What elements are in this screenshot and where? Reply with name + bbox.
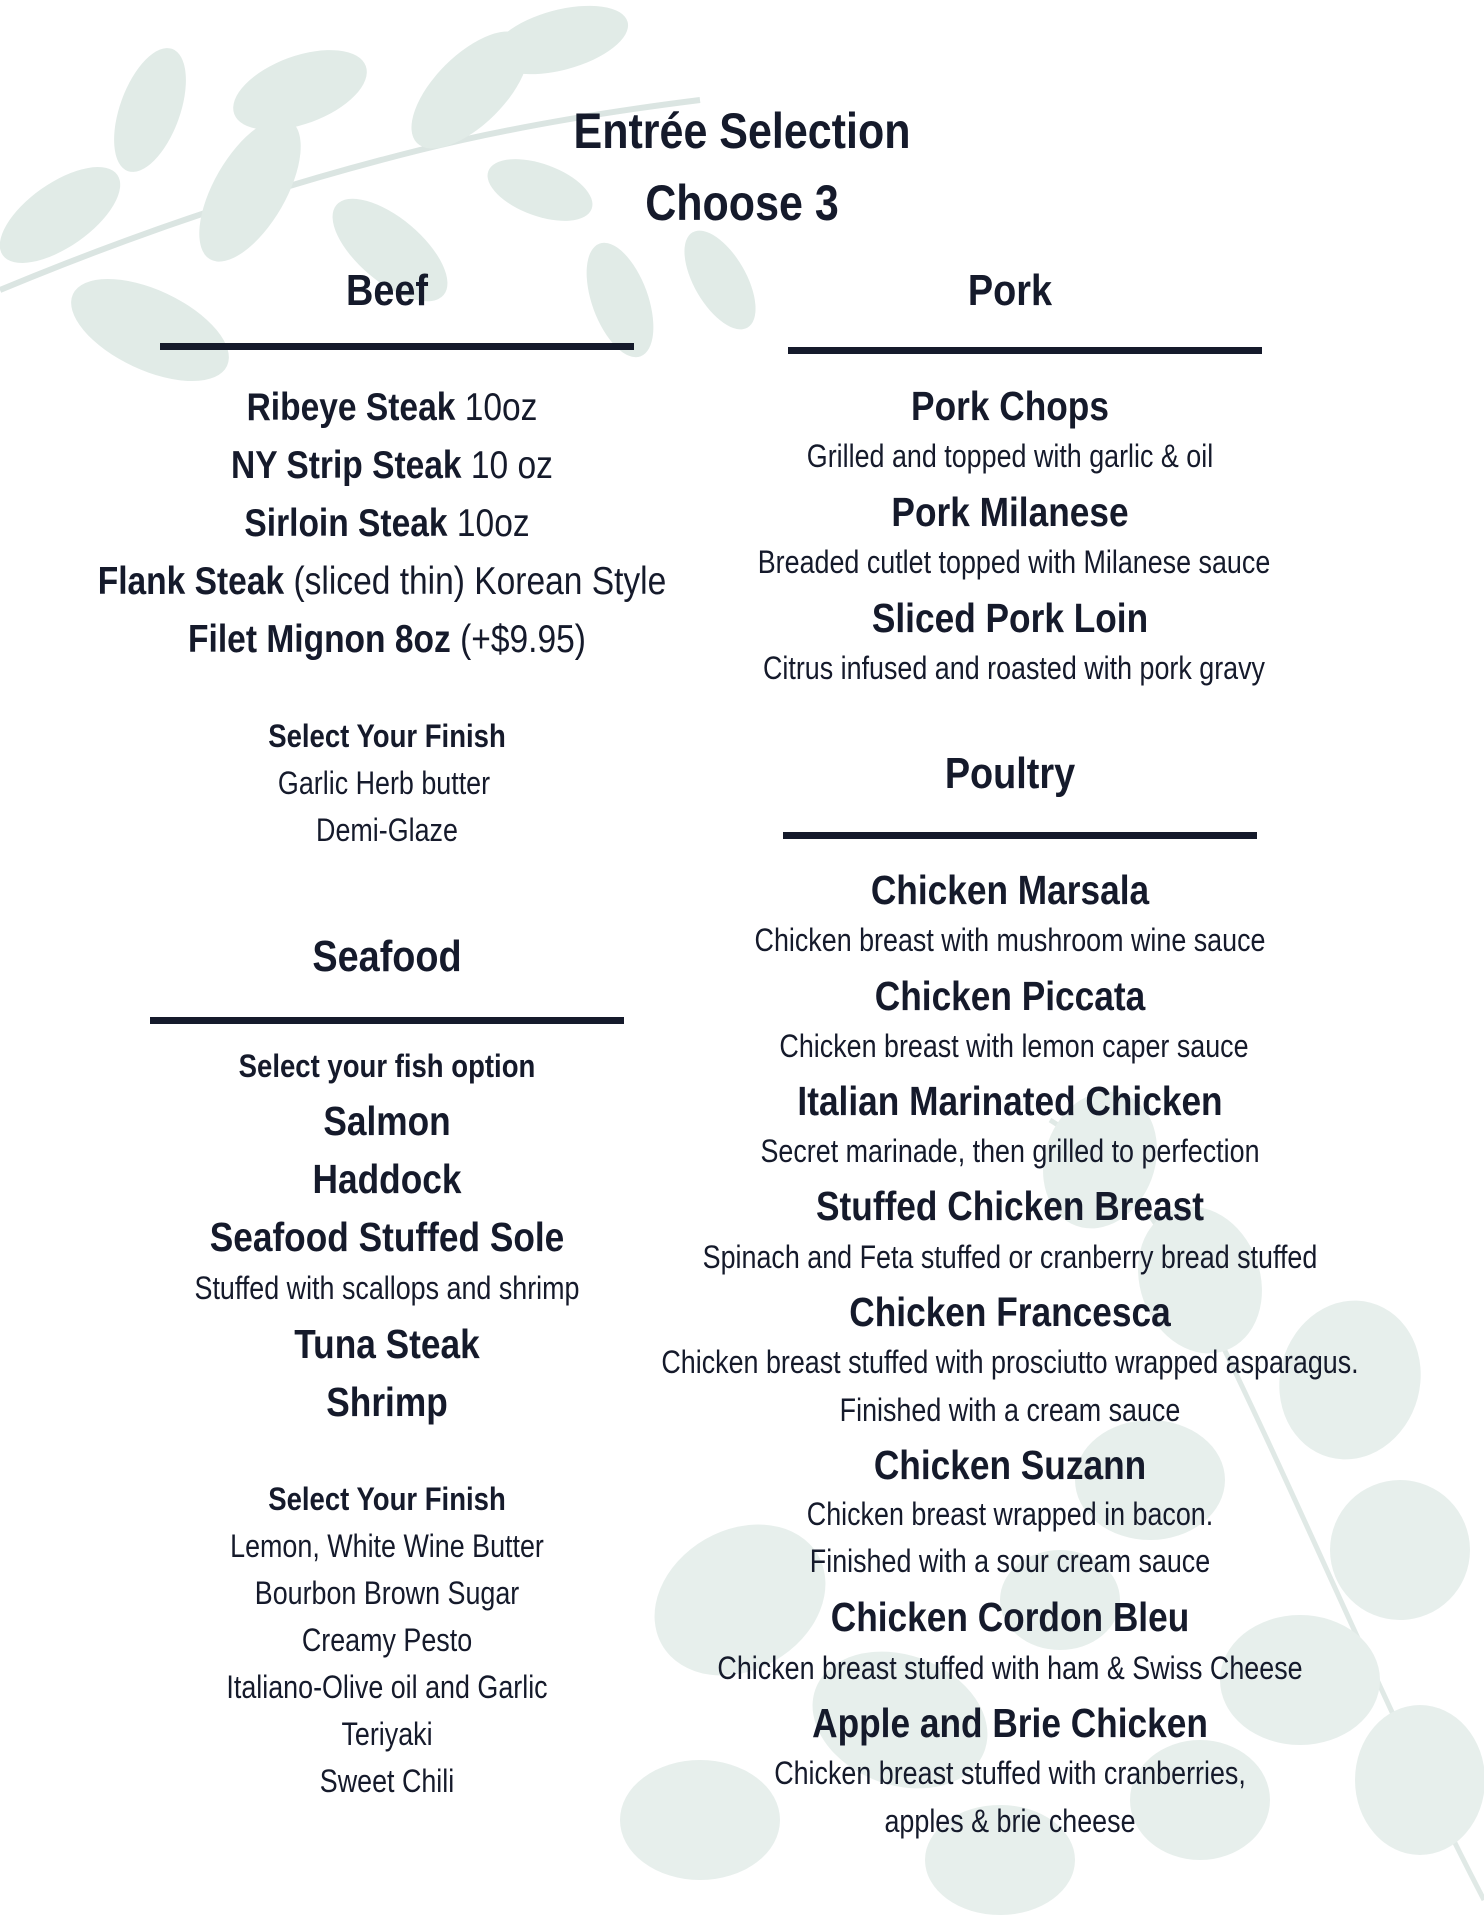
item-description: Chicken breast stuffed with cranberries, [774,1755,1246,1791]
list-item: Sliced Pork Loin [871,595,1149,641]
list-item: Sirloin Steak 10oz [244,502,530,545]
item-description: Finished with a sour cream sauce [809,1543,1211,1579]
item-description: Grilled and topped with garlic & oil [806,438,1214,474]
list-item: NY Strip Steak 10 oz [231,444,553,487]
list-item: Pork Milanese [891,489,1129,535]
section-heading-poultry: Poultry [944,749,1076,798]
list-item: Seafood Stuffed Sole [209,1214,565,1260]
finish-option: Creamy Pesto [301,1622,473,1658]
list-item: Chicken Suzann [873,1442,1147,1488]
list-item: Haddock [312,1156,462,1202]
list-item: Chicken Francesca [849,1289,1171,1335]
section-heading-pork: Pork [967,266,1053,315]
list-item: Flank Steak (sliced thin) Korean Style [97,560,667,603]
finish-option: Sweet Chili [319,1763,455,1799]
item-description: apples & brie cheese [884,1803,1136,1839]
finish-option: Bourbon Brown Sugar [254,1575,520,1611]
list-item: Chicken Piccata [874,973,1146,1019]
section-divider [150,1017,624,1024]
item-description: Breaded cutlet topped with Milanese sauce [757,544,1271,580]
list-item: Salmon [323,1098,451,1144]
item-description: Chicken breast stuffed with ham & Swiss Cheese [717,1650,1303,1686]
section-divider [160,343,634,350]
item-description: Chicken breast wrapped in bacon. [806,1496,1214,1532]
section-heading-beef: Beef [345,266,429,315]
item-description: Citrus infused and roasted with pork gravy [762,650,1266,686]
item-description: Finished with a cream sauce [839,1392,1181,1428]
list-item: Apple and Brie Chicken [812,1700,1208,1746]
section-divider [788,347,1262,354]
item-description: Chicken breast with lemon caper sauce [779,1028,1249,1064]
list-item: Tuna Steak [294,1321,480,1367]
section-divider [783,832,1257,839]
list-item: Chicken Cordon Bleu [830,1594,1190,1640]
list-item: Filet Mignon 8oz (+$9.95) [188,618,586,661]
list-item: Ribeye Steak 10oz [246,386,538,429]
finish-option: Italiano-Olive oil and Garlic [226,1669,548,1705]
finish-option: Teriyaki [341,1716,433,1752]
list-item: Pork Chops [911,383,1109,429]
finish-option: Demi-Glaze [316,812,458,848]
finish-option: Garlic Herb butter [277,765,491,801]
section-heading-seafood: Seafood [312,932,462,981]
list-item: Italian Marinated Chicken [797,1078,1223,1124]
list-item: Chicken Marsala [870,867,1150,913]
fish-heading: Select your fish option [238,1048,536,1084]
item-description: Spinach and Feta stuffed or cranberry bread stuffed [702,1239,1318,1275]
item-description: Stuffed with scallops and shrimp [194,1270,580,1306]
item-description: Chicken breast stuffed with prosciutto wrapped asparagus. [661,1344,1359,1380]
item-description: Secret marinade, then grilled to perfection [760,1133,1260,1169]
list-item: Shrimp [326,1379,448,1425]
finish-option: Lemon, White Wine Butter [230,1528,544,1564]
finish-heading: Select Your Finish [268,1481,506,1517]
page-subtitle: Choose 3 [645,175,839,231]
page-title: Entrée Selection [573,103,911,159]
list-item: Stuffed Chicken Breast [816,1183,1204,1229]
item-description: Chicken breast with mushroom wine sauce [754,922,1266,958]
finish-heading: Select Your Finish [268,718,506,754]
